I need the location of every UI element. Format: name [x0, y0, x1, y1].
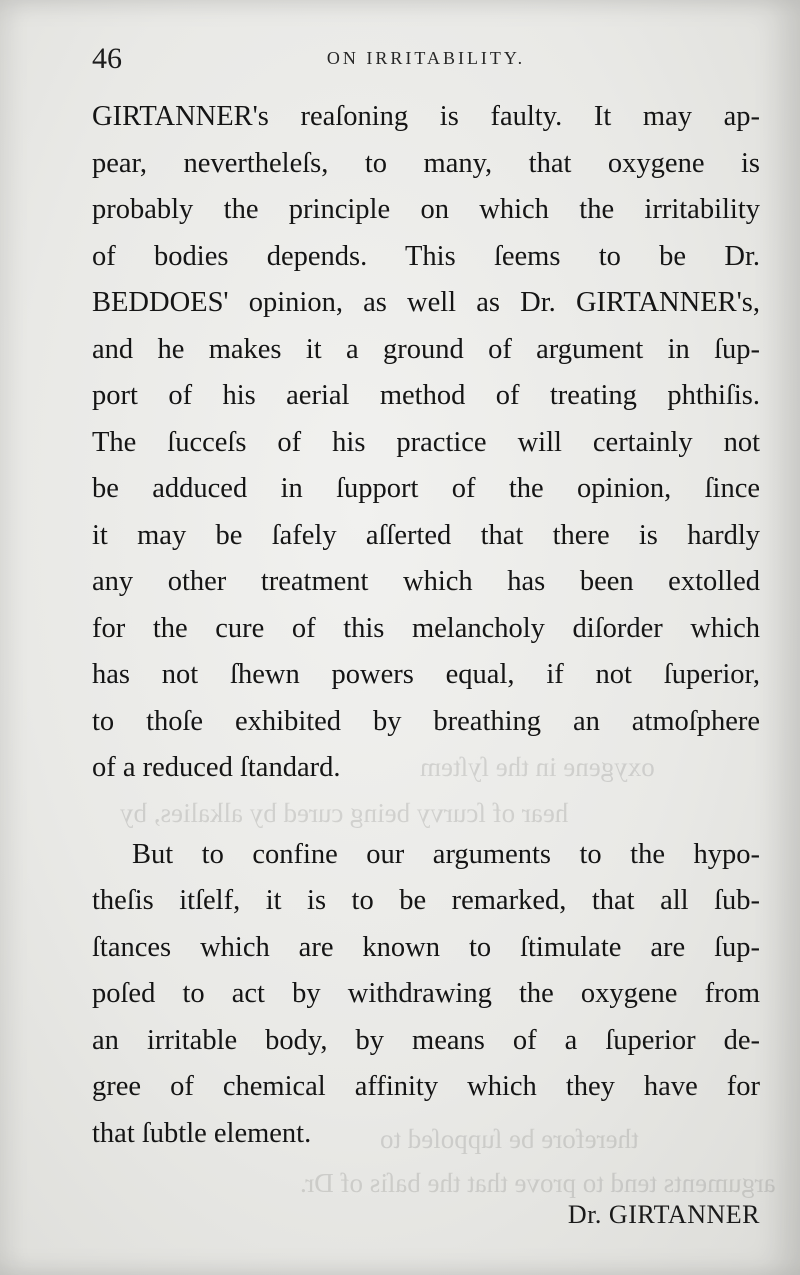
text-line: any other treatment which has been extolled: [92, 566, 760, 597]
text-line: an irritable body, by means of a ſuperior de-: [92, 1024, 760, 1056]
text-line: has not ſhewn powers equal, if not ſuperior,: [92, 659, 760, 690]
text-line: of bodies depends. This ſeems to be Dr.: [92, 240, 760, 272]
text-line: BEDDOES' opinion, as well as Dr. GIRTANNER's,: [92, 287, 760, 318]
body-text: [92, 94, 760, 1157]
text-line: The ſucceſs of his practice will certainly not: [92, 426, 760, 458]
text-line: poſed to act by withdrawing the oxygene from: [92, 978, 760, 1009]
bleed-through-text: therefore be ſuppoſed to: [380, 1124, 639, 1154]
text-line: for the cure of this melancholy diſorder which: [92, 612, 760, 644]
running-head: ON IRRITABILITY.: [326, 48, 526, 68]
text-line: But to confine our arguments to the hypo-: [132, 838, 760, 870]
catchword: Dr. GIRTANNER: [567, 1200, 760, 1229]
bleed-through-text: hear of ſcurvy being cured by alkalies, by: [120, 798, 569, 828]
text-line: to thoſe exhibited by breathing an atmoſphere: [92, 705, 760, 737]
paragraph-gap: [92, 792, 760, 832]
text-line: GIRTANNER's reaſoning is faulty. It may ap-: [92, 101, 760, 132]
bleed-through-text: oxygene in the ſyſtem: [420, 752, 655, 782]
text-line: probably the principle on which the irritability: [92, 194, 760, 225]
text-line: theſis itſelf, it is to be remarked, that all ſub-: [92, 885, 760, 916]
text-line: that ſubtle element.: [92, 1117, 312, 1149]
paragraph-1: [92, 94, 760, 792]
text-line: ſtances which are known to ſtimulate are ſup-: [92, 931, 760, 963]
bleed-through-text: arguments tend to prove that the baſis of Dr.: [300, 1168, 776, 1198]
text-line: pear, nevertheleſs, to many, that oxygene is: [92, 147, 760, 179]
text-line: and he makes it a ground of argument in ſup-: [92, 333, 760, 365]
paragraph-2: [92, 832, 760, 1158]
text-line: be adduced in ſupport of the opinion, ſince: [92, 473, 760, 504]
text-line: of a reduced ſtandard.: [92, 752, 341, 783]
text-line: it may be ſafely aſſerted that there is hardly: [92, 519, 760, 551]
page-header: [92, 42, 760, 82]
text-line: port of his aerial method of treating phthiſis.: [92, 380, 760, 411]
page-number: 46: [92, 42, 122, 75]
text-line: gree of chemical affinity which they have for: [92, 1071, 760, 1102]
